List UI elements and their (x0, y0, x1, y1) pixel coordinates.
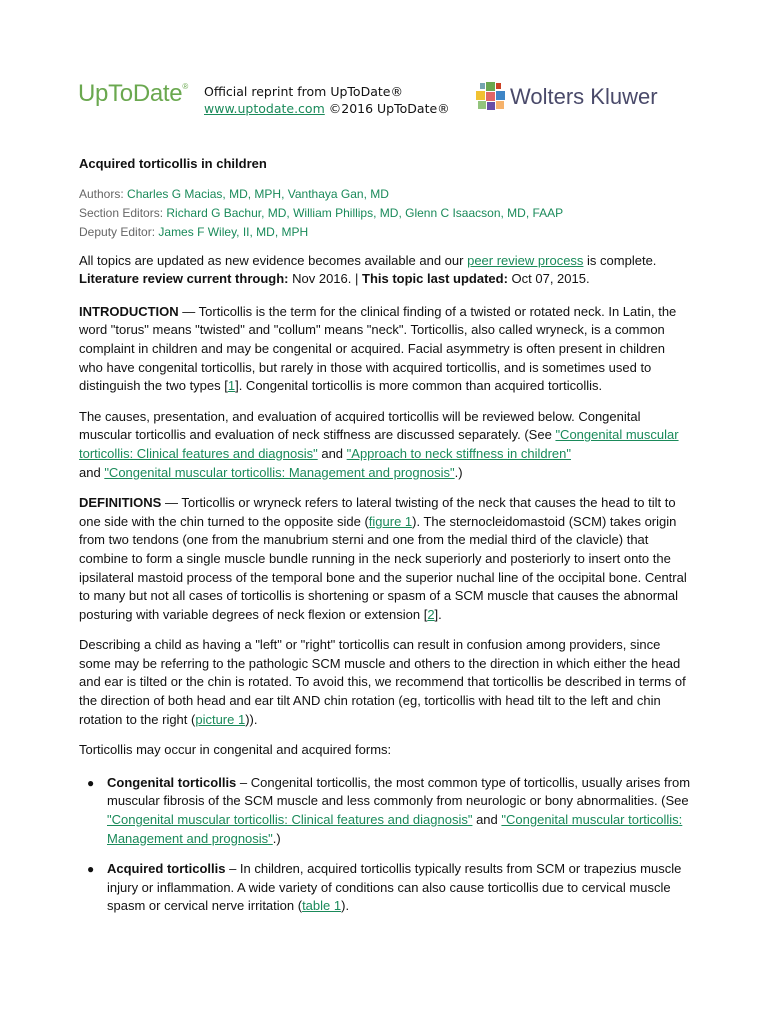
cmt-management-link[interactable]: "Congenital muscular torticollis: Management and prognosis" (104, 464, 455, 480)
article-metadata (79, 185, 691, 242)
definitions-text-1: — Torticollis or wryneck refers to lateral twisting of the neck that causes the head to tilt to one side with the chin turned to the opposite side ( (79, 495, 676, 529)
definitions-paragraph (79, 494, 691, 624)
update-text-2: is complete. (587, 252, 657, 268)
congenital-management-link[interactable]: "Congenital muscular torticollis: Management and prognosis" (107, 812, 683, 846)
deputy-editor-label: Deputy Editor: (79, 224, 156, 239)
uptodate-logo-reg: ® (182, 82, 188, 91)
introduction-text-2: ]. Congenital torticollis is more common than acquired torticollis. (235, 378, 603, 394)
article-title: Acquired torticollis in children (79, 156, 267, 171)
introduction-text-1: — Torticollis is the term for the clinical finding of a twisted or rotated neck. In Latin, the word "torus" means "twisted" and "collum" means "neck". Torticollis, also called wryneck, is a common complaint in children and may be congenital or acquired. Facial asymmetry is often present in children who have congenital torticollis, but rarely in those with acquired torticollis, and is sometimes used to distinguish the two types [ (79, 303, 677, 394)
describing-text-1: Describing a child as having a "left" or "right" torticollis can result in confusion among providers, since some may be referring to the pathologic SCM muscle and others to the direction in which either the head and ear is tilted or the chin is rotated. To avoid this, we recommend that torticollis be described in terms of the direction of both head and ear tilt AND chin rotation (eg, torticollis with head tilt to the left and chin rotation to the right ( (79, 637, 686, 727)
picture-1-link[interactable]: picture 1 (195, 711, 246, 727)
congenital-and: and (472, 812, 502, 828)
describing-text-2: )). (245, 711, 258, 727)
acquired-label: Acquired torticollis (107, 861, 226, 877)
congenital-clinical-link[interactable]: "Congenital muscular torticollis: Clinical features and diagnosis" (107, 812, 473, 828)
last-updated-value: Oct 07, 2015. (511, 271, 590, 287)
article-content (79, 155, 691, 928)
lit-review-label: Literature review current through: (79, 271, 289, 287)
uptodate-logo (78, 80, 188, 108)
acquired-end: ). (341, 898, 350, 914)
authors-row (79, 185, 691, 204)
section-editors-label: Section Editors: (79, 205, 164, 220)
introduction-paragraph (79, 303, 691, 396)
table-1-link[interactable]: table 1 (302, 898, 342, 914)
forms-intro: Torticollis may occur in congenital and acquired forms: (79, 742, 392, 758)
section-editors-names[interactable]: Richard G Bachur, MD, William Phillips, MD, Glenn C Isaacson, MD, FAAP (166, 205, 564, 220)
page-header (78, 78, 678, 128)
lit-review-value: Nov 2016. | (292, 271, 359, 287)
causes-paragraph (79, 408, 691, 482)
peer-review-link[interactable]: peer review process (467, 252, 584, 268)
deputy-editor-row (79, 223, 691, 242)
section-editors-row (79, 204, 691, 223)
causes-and-1: and (317, 445, 347, 461)
definitions-text-2: ). The sternocleidomastoid (SCM) takes origin from two tendons (one from the manubrium sterni and one from the medial third of the clavicle) that combine to form a single muscle bundle running in the neck superiorly and posteriorly to insert onto the ipsilateral mastoid process of the temporal bone and the superior nuchal line of the occipital bone. Central to many but not all cases of torticollis is shortening or spasm of a SCM muscle that causes the abnormal posturing with variable degrees of neck flexion or extension [ (79, 513, 687, 622)
congenital-label: Congenital torticollis (107, 774, 237, 790)
forms-list (79, 774, 691, 916)
causes-and-2: and (79, 464, 105, 480)
reference-1-link[interactable]: 1 (227, 378, 236, 394)
neck-stiffness-link[interactable]: "Approach to neck stiffness in children" (346, 445, 571, 461)
authors-names[interactable]: Charles G Macias, MD, MPH, Vanthaya Gan, MD (127, 186, 389, 201)
uptodate-logo-text: UpToDate (78, 80, 183, 107)
introduction-heading: INTRODUCTION (79, 303, 179, 319)
last-updated-label: This topic last updated: (362, 271, 508, 287)
copyright-text: ©2016 UpToDate® (328, 101, 450, 116)
reprint-line: Official reprint from UpToDate® (204, 84, 403, 99)
causes-end: .) (454, 464, 463, 480)
deputy-editor-name[interactable]: James F Wiley, II, MD, MPH (158, 224, 309, 239)
figure-1-link[interactable]: figure 1 (368, 513, 413, 529)
authors-label: Authors: (79, 186, 124, 201)
wolters-kluwer-wordmark: Wolters Kluwer (510, 84, 658, 109)
wolters-kluwer-globe-icon (474, 81, 508, 115)
reference-2-link[interactable]: 2 (427, 606, 435, 622)
list-item (79, 860, 691, 916)
congenital-text-1: – Congenital torticollis, the most common type of torticollis, usually arises from muscular fibrosis of the SCM muscle and less commonly from neurologic or bony abnormalities. (See (107, 774, 691, 809)
bullet-icon: ● (87, 775, 95, 790)
acquired-text-1: – In children, acquired torticollis typically results from SCM or trapezius muscle injury or inflammation. A wide variety of conditions can also cause torticollis due to cervical muscle spasm or cervical nerve irritation ( (107, 861, 682, 914)
bullet-icon: ● (87, 862, 95, 877)
describing-paragraph (79, 636, 691, 729)
congenital-end: .) (272, 830, 281, 846)
list-item (79, 774, 691, 848)
causes-text-1: The causes, presentation, and evaluation of acquired torticollis will be reviewed below. Congenital muscular torticollis and evaluation of neck stiffness are discussed separately. (See (79, 408, 641, 443)
definitions-text-3: ]. (434, 606, 442, 622)
cmt-clinical-features-link[interactable]: "Congenital muscular torticollis: Clinical features and diagnosis" (79, 427, 679, 461)
definitions-heading: DEFINITIONS (79, 495, 162, 511)
update-text-1: All topics are updated as new evidence becomes available and our (79, 252, 464, 268)
reprint-notice (204, 83, 450, 117)
uptodate-url-link[interactable]: www.uptodate.com (204, 101, 325, 116)
update-notice (79, 252, 691, 289)
wolters-kluwer-logo (474, 78, 674, 118)
